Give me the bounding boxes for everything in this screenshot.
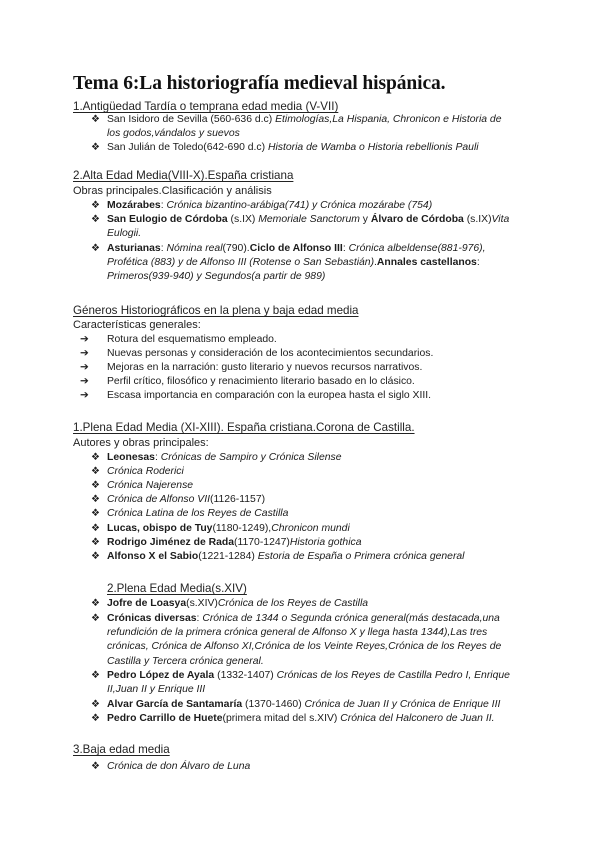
- text-run: (s.IX): [463, 214, 492, 225]
- text-run: y: [359, 214, 371, 225]
- arrow-bullet-icon: ➔: [80, 348, 89, 359]
- text-run: Alvar García de Santamaría: [107, 699, 243, 710]
- text-run: Crónica de los Reyes de Castilla: [217, 598, 369, 609]
- text-run: (790).: [222, 243, 250, 254]
- list-item: [91, 760, 516, 774]
- diamond-bullet-icon: ❖: [91, 494, 100, 505]
- list-item: [91, 213, 516, 241]
- text-run: :: [160, 200, 167, 211]
- diamond-bullet-icon: ❖: [91, 142, 100, 153]
- text-run: :: [476, 257, 480, 269]
- arrow-bullet-icon: ➔: [80, 362, 89, 373]
- section-heading: 2.Plena Edad Media(s.XIV): [107, 582, 247, 595]
- text-run: Asturianas: [107, 243, 161, 254]
- text-run: Crónica del Halconero de Juan II.: [340, 713, 495, 724]
- text-run: Crónica albeldense(881-976), Profética (883) y de Alfonso III (Rotense o San Sebastián): [107, 243, 486, 269]
- list-item: [91, 698, 526, 712]
- diamond-bullet-icon: ❖: [91, 670, 100, 681]
- arrow-bullet-icon: ➔: [80, 376, 89, 387]
- diamond-bullet-icon: ❖: [91, 523, 100, 534]
- text-run: Nuevas personas y consideración de los acontecimientos secundarios.: [107, 348, 434, 359]
- arrow-bullet-icon: ➔: [80, 334, 89, 345]
- diamond-bullet-icon: ❖: [91, 114, 100, 125]
- list-item: [91, 507, 516, 521]
- text-run: (1332-1407): [214, 670, 277, 681]
- diamond-bullet-icon: ❖: [91, 551, 100, 562]
- diamond-bullet-icon: ❖: [91, 466, 100, 477]
- text-run: Crónica Roderici: [107, 466, 184, 477]
- text-run: Vita Eulogii.: [107, 214, 510, 240]
- list-item: [91, 712, 526, 726]
- text-run: Jofre de Loasya: [107, 598, 187, 609]
- list-item: [91, 550, 516, 564]
- text-run: .: [374, 257, 377, 269]
- diamond-bullet-icon: ❖: [91, 480, 100, 491]
- list-item: [91, 479, 516, 493]
- text-run: Etimologías,La Hispania, Chronicon e Historia de los godos,vándalos y suevos: [107, 114, 502, 140]
- text-run: Crónica de don Álvaro de Luna: [107, 761, 251, 772]
- text-run: Escasa importancia en comparación con la europea hasta el siglo XIII.: [107, 390, 432, 401]
- text-run: (primera mitad del s.XIV): [222, 713, 341, 724]
- section-heading: 1.Plena Edad Media (XI-XIII). España cristiana.Corona de Castilla.: [73, 421, 415, 434]
- text-run: (1221-1284): [198, 551, 258, 562]
- text-run: San Eulogio de Córdoba: [107, 214, 228, 225]
- list-item: [91, 141, 516, 155]
- text-run: Estoria de España o Primera crónica general: [257, 551, 465, 562]
- text-run: Álvaro de Córdoba: [370, 214, 464, 225]
- list-item: [91, 669, 526, 697]
- list-item: [80, 333, 520, 347]
- list-item: [91, 113, 516, 141]
- text-run: Historia gothica: [289, 537, 362, 548]
- text-run: Rotura del esquematismo empleado.: [107, 334, 277, 345]
- section-intro: Autores y obras principales:: [73, 437, 209, 449]
- text-run: Alfonso X el Sabio: [107, 551, 199, 562]
- diamond-bullet-icon: ❖: [91, 243, 100, 254]
- text-run: (1170-1247): [234, 537, 290, 548]
- list-item: [91, 242, 511, 285]
- section-intro: Características generales:: [73, 319, 201, 331]
- text-run: :: [154, 452, 161, 463]
- text-run: Crónica de Alfonso VII: [107, 494, 210, 505]
- section-intro: Obras principales.Clasificación y análisis: [73, 185, 272, 197]
- text-run: (1126-1157): [210, 494, 266, 505]
- text-run: Lucas, obispo de Tuy: [107, 523, 213, 534]
- section-heading: 1.Antigüedad Tardía o temprana edad media (V-VII): [73, 100, 339, 113]
- text-run: Crónica Najerense: [107, 480, 194, 491]
- text-run: (s.XIV): [186, 598, 218, 609]
- text-run: (1180-1249),: [212, 523, 272, 534]
- list-item: [91, 597, 526, 611]
- diamond-bullet-icon: ❖: [91, 537, 100, 548]
- diamond-bullet-icon: ❖: [91, 699, 100, 710]
- diamond-bullet-icon: ❖: [91, 713, 100, 724]
- list-item: [91, 536, 516, 550]
- section-heading: 2.Alta Edad Media(VIII-X).España cristiana: [73, 169, 294, 182]
- diamond-bullet-icon: ❖: [91, 452, 100, 463]
- text-run: Crónicas diversas: [107, 613, 197, 624]
- section-heading: Géneros Historiográficos en la plena y baja edad media: [73, 304, 359, 317]
- text-run: Historia de Wamba o Historia rebellionis Pauli: [267, 142, 479, 153]
- text-run: (s.IX): [227, 214, 259, 225]
- list-item: [80, 347, 520, 361]
- text-run: Crónica de 1344 o Segunda crónica general(más destacada,una refundición de la primera crónica general de Alfonso X y llega hasta 1344),Las tres crónicas, Crónica de Alfonso XI,Crónica de los Veinte Reyes,Crónica de los Reyes de Castilla y Tercera crónica general.: [107, 613, 502, 667]
- section-heading: 3.Baja edad media: [73, 743, 170, 756]
- diamond-bullet-icon: ❖: [91, 200, 100, 211]
- text-run: Mejoras en la narración: gusto literario y nuevos recursos narrativos.: [107, 362, 423, 373]
- text-run: Nómina real: [166, 243, 223, 254]
- diamond-bullet-icon: ❖: [91, 613, 100, 624]
- list-item: [91, 612, 526, 669]
- text-run: Perfil crítico, filosófico y renacimiento literario basado en lo clásico.: [107, 376, 415, 387]
- text-run: Chronicon mundi: [271, 523, 350, 534]
- diamond-bullet-icon: ❖: [91, 508, 100, 519]
- text-run: :: [196, 613, 203, 624]
- list-item: [91, 465, 516, 479]
- text-run: Leonesas: [107, 452, 155, 463]
- list-item: [91, 522, 516, 536]
- text-run: :: [342, 243, 349, 254]
- text-run: San Julián de Toledo(642-690 d.c): [107, 142, 268, 153]
- list-item: [80, 361, 520, 375]
- text-run: Ciclo de Alfonso III: [249, 243, 343, 254]
- text-run: :: [160, 243, 167, 254]
- arrow-bullet-icon: ➔: [80, 390, 89, 401]
- text-run: Annales castellanos: [376, 257, 477, 269]
- diamond-bullet-icon: ❖: [91, 214, 100, 225]
- list-item: [80, 389, 520, 403]
- text-run: Crónica de Juan II y Crónica de Enrique III: [304, 699, 501, 710]
- text-run: Pedro Carrillo de Huete: [107, 713, 223, 724]
- text-run: Mozárabes: [107, 200, 161, 211]
- text-run: Crónica bizantino-arábiga(741) y Crónica mozárabe (754): [166, 200, 433, 211]
- text-run: Crónicas de Sampiro y Crónica Silense: [160, 452, 342, 463]
- list-item: [80, 375, 520, 389]
- text-run: (1370-1460): [242, 699, 305, 710]
- text-run: Rodrigo Jiménez de Rada: [107, 537, 235, 548]
- text-run: Pedro López de Ayala: [107, 670, 215, 681]
- diamond-bullet-icon: ❖: [91, 598, 100, 609]
- text-run: San Isidoro de Sevilla (560-636 d.c): [107, 114, 276, 125]
- list-item: [91, 199, 516, 213]
- text-run: Memoriale Sanctorum: [258, 214, 360, 225]
- text-run: Crónicas de los Reyes de Castilla Pedro I, Enrique II,Juan II y Enrique III: [107, 670, 510, 696]
- page-title: Tema 6:La historiografía medieval hispánica.: [73, 73, 446, 94]
- text-run: Crónica Latina de los Reyes de Castilla: [107, 508, 289, 519]
- diamond-bullet-icon: ❖: [91, 761, 100, 772]
- text-run: Primeros(939-940) y Segundos(a partir de 989): [107, 271, 326, 283]
- list-item: [91, 451, 516, 465]
- list-item: [91, 493, 516, 507]
